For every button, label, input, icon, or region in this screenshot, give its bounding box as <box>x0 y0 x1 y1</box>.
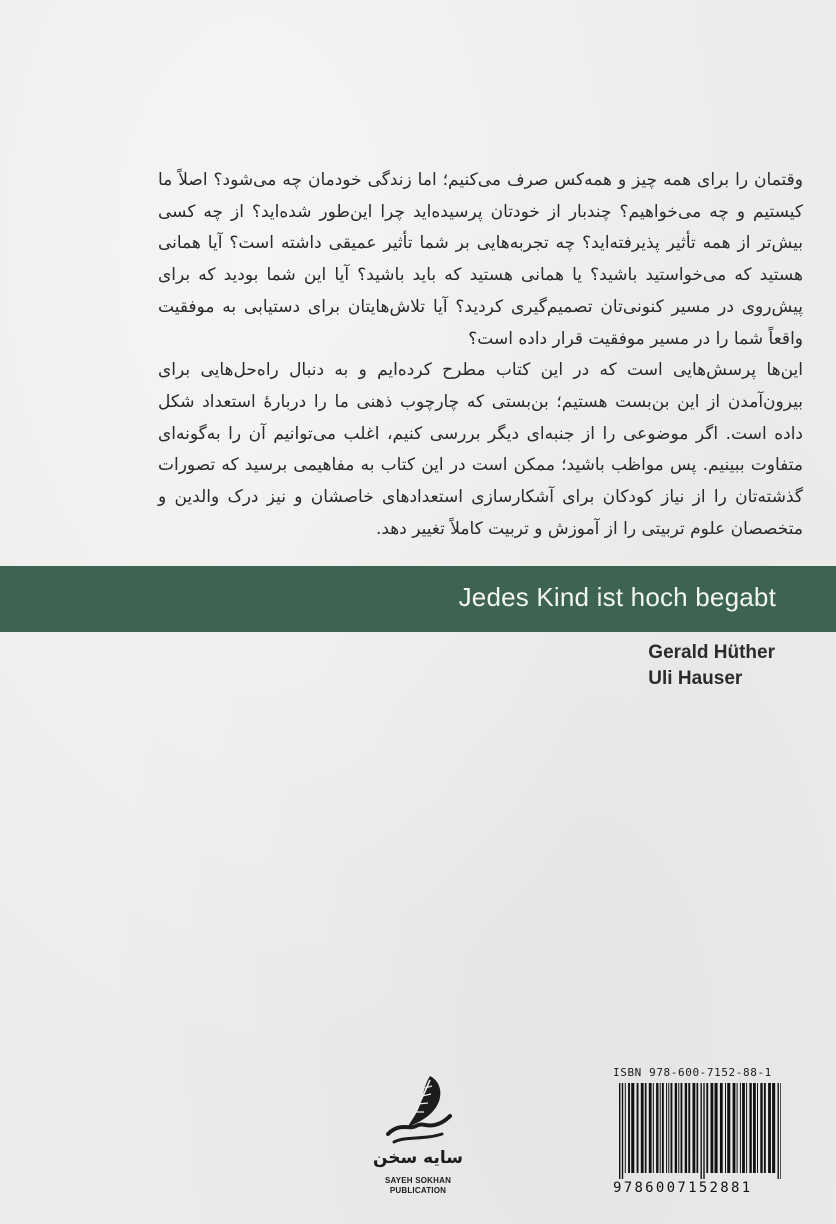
title-band <box>0 566 836 632</box>
barcode-bar <box>760 1083 762 1173</box>
barcode-bar <box>772 1083 775 1173</box>
barcode-bar <box>764 1083 766 1173</box>
barcode-bar <box>749 1083 751 1173</box>
barcode-bar <box>653 1083 654 1173</box>
barcode-bar <box>746 1083 747 1173</box>
barcode-bar <box>688 1083 690 1173</box>
author-list <box>648 640 775 692</box>
barcode-bar <box>662 1083 664 1173</box>
barcode-bar <box>768 1083 771 1173</box>
barcode-bar <box>666 1083 667 1173</box>
barcode-bar <box>715 1083 718 1173</box>
quill-feather-icon <box>380 1072 456 1148</box>
barcode-bar <box>757 1083 758 1173</box>
blurb-text <box>158 165 803 545</box>
publisher-name-fa: سایه سخن <box>373 1148 463 1168</box>
barcode-bar <box>685 1083 687 1173</box>
barcode-bar <box>693 1083 696 1173</box>
barcode-bar <box>703 1083 704 1179</box>
barcode-bar <box>668 1083 669 1173</box>
barcode-bar <box>631 1083 634 1173</box>
barcode-bar <box>727 1083 730 1173</box>
blurb-paragraph-1: وقتمان را برای همه چیز و همه‌کس صرف می‌کنیم؛ اما زندگی خودمان چه می‌شود؟ اصلاً ما کیستیم و چه می‌خواهیم؟ چندبار از خودتان پرسیده‌اید چرا این‌طور شده‌اید؟ از چه کسی بیش‌تر از همه تأثیر پذیرفته‌اید؟ چه تجربه‌هایی بر شما تأثیر عمیقی داشته است؟ آیا همانی هستید که می‌خواستید باشید؟ یا همانی هستید که باید باشید؟ آیا این شما بودید که برای پیش‌روی در مسیر کنونی‌تان تصمیم‌گیری کردید؟ آیا تلاش‌هایتان برای دستیابی به موفقیت واقعاً شما را در مسیر موفقیت قرار داده است؟ <box>158 170 803 349</box>
blurb-paragraph-2: این‌ها پرسش‌هایی است که در این کتاب مطرح کرده‌ایم و به دنبال راه‌حل‌هایی برای بیرون‌آمدن از این بن‌بست هستیم؛ بن‌بستی که چارچوب ذهنی ما را دربارهٔ استعداد شکل داده است. اگر موضوعی را از جنبه‌ای دیگر بررسی کنیم، اغلب می‌توانیم آن را به‌گونه‌ای متفاوت ببینیم. پس مواظب باشید؛ ممکن است در این کتاب به مفاهیمی برسید که تصورات گذشته‌تان را از نیاز کودکان برای آشکارسازی استعدادهای خاصشان و نیز درک والدین و متخصصان علوم تربیتی را از آموزش و تربیت کاملاً تغییر دهد. <box>158 360 803 539</box>
barcode-bar <box>660 1083 661 1173</box>
barcode-bar <box>678 1083 679 1173</box>
barcode <box>613 1066 785 1200</box>
barcode-bar <box>656 1083 658 1173</box>
publisher-name-en: SAYEH SOKHAN <box>384 1176 452 1185</box>
barcode-bar <box>645 1083 647 1173</box>
barcode-bar <box>740 1083 741 1173</box>
author-name: Gerald Hüther <box>648 642 775 663</box>
barcode-bar <box>737 1083 738 1173</box>
barcode-bar <box>742 1083 745 1173</box>
barcode-bar <box>619 1083 620 1179</box>
author-name: Uli Hauser <box>648 668 743 689</box>
barcode-digits: 9786007152881 <box>613 1180 753 1196</box>
barcode-bar <box>706 1083 708 1173</box>
barcode-bar <box>641 1083 644 1173</box>
barcode-bar <box>725 1083 726 1173</box>
barcode-bar <box>701 1083 702 1179</box>
isbn-label: ISBN 978-600-7152-88-1 <box>613 1066 772 1079</box>
barcode-bar <box>622 1083 623 1179</box>
barcode-bar <box>675 1083 677 1173</box>
barcode-bar <box>671 1083 673 1173</box>
barcode-bar <box>720 1083 723 1173</box>
barcode-bar <box>649 1083 652 1173</box>
publisher-name-en-suffix: PUBLICATION <box>389 1186 447 1195</box>
barcode-bar <box>733 1083 736 1173</box>
barcode-bar <box>711 1083 714 1173</box>
barcode-bar <box>637 1083 639 1173</box>
barcode-bar <box>753 1083 756 1173</box>
barcode-bar <box>778 1083 779 1179</box>
barcode-bar <box>625 1083 626 1173</box>
publisher-logo <box>363 1072 473 1202</box>
barcode-bar <box>628 1083 630 1173</box>
barcode-bar <box>697 1083 699 1173</box>
barcode-bars <box>617 1083 781 1179</box>
original-title: Jedes Kind ist hoch begabt <box>458 582 776 612</box>
barcode-bar <box>780 1083 781 1179</box>
barcode-bar <box>681 1083 683 1173</box>
